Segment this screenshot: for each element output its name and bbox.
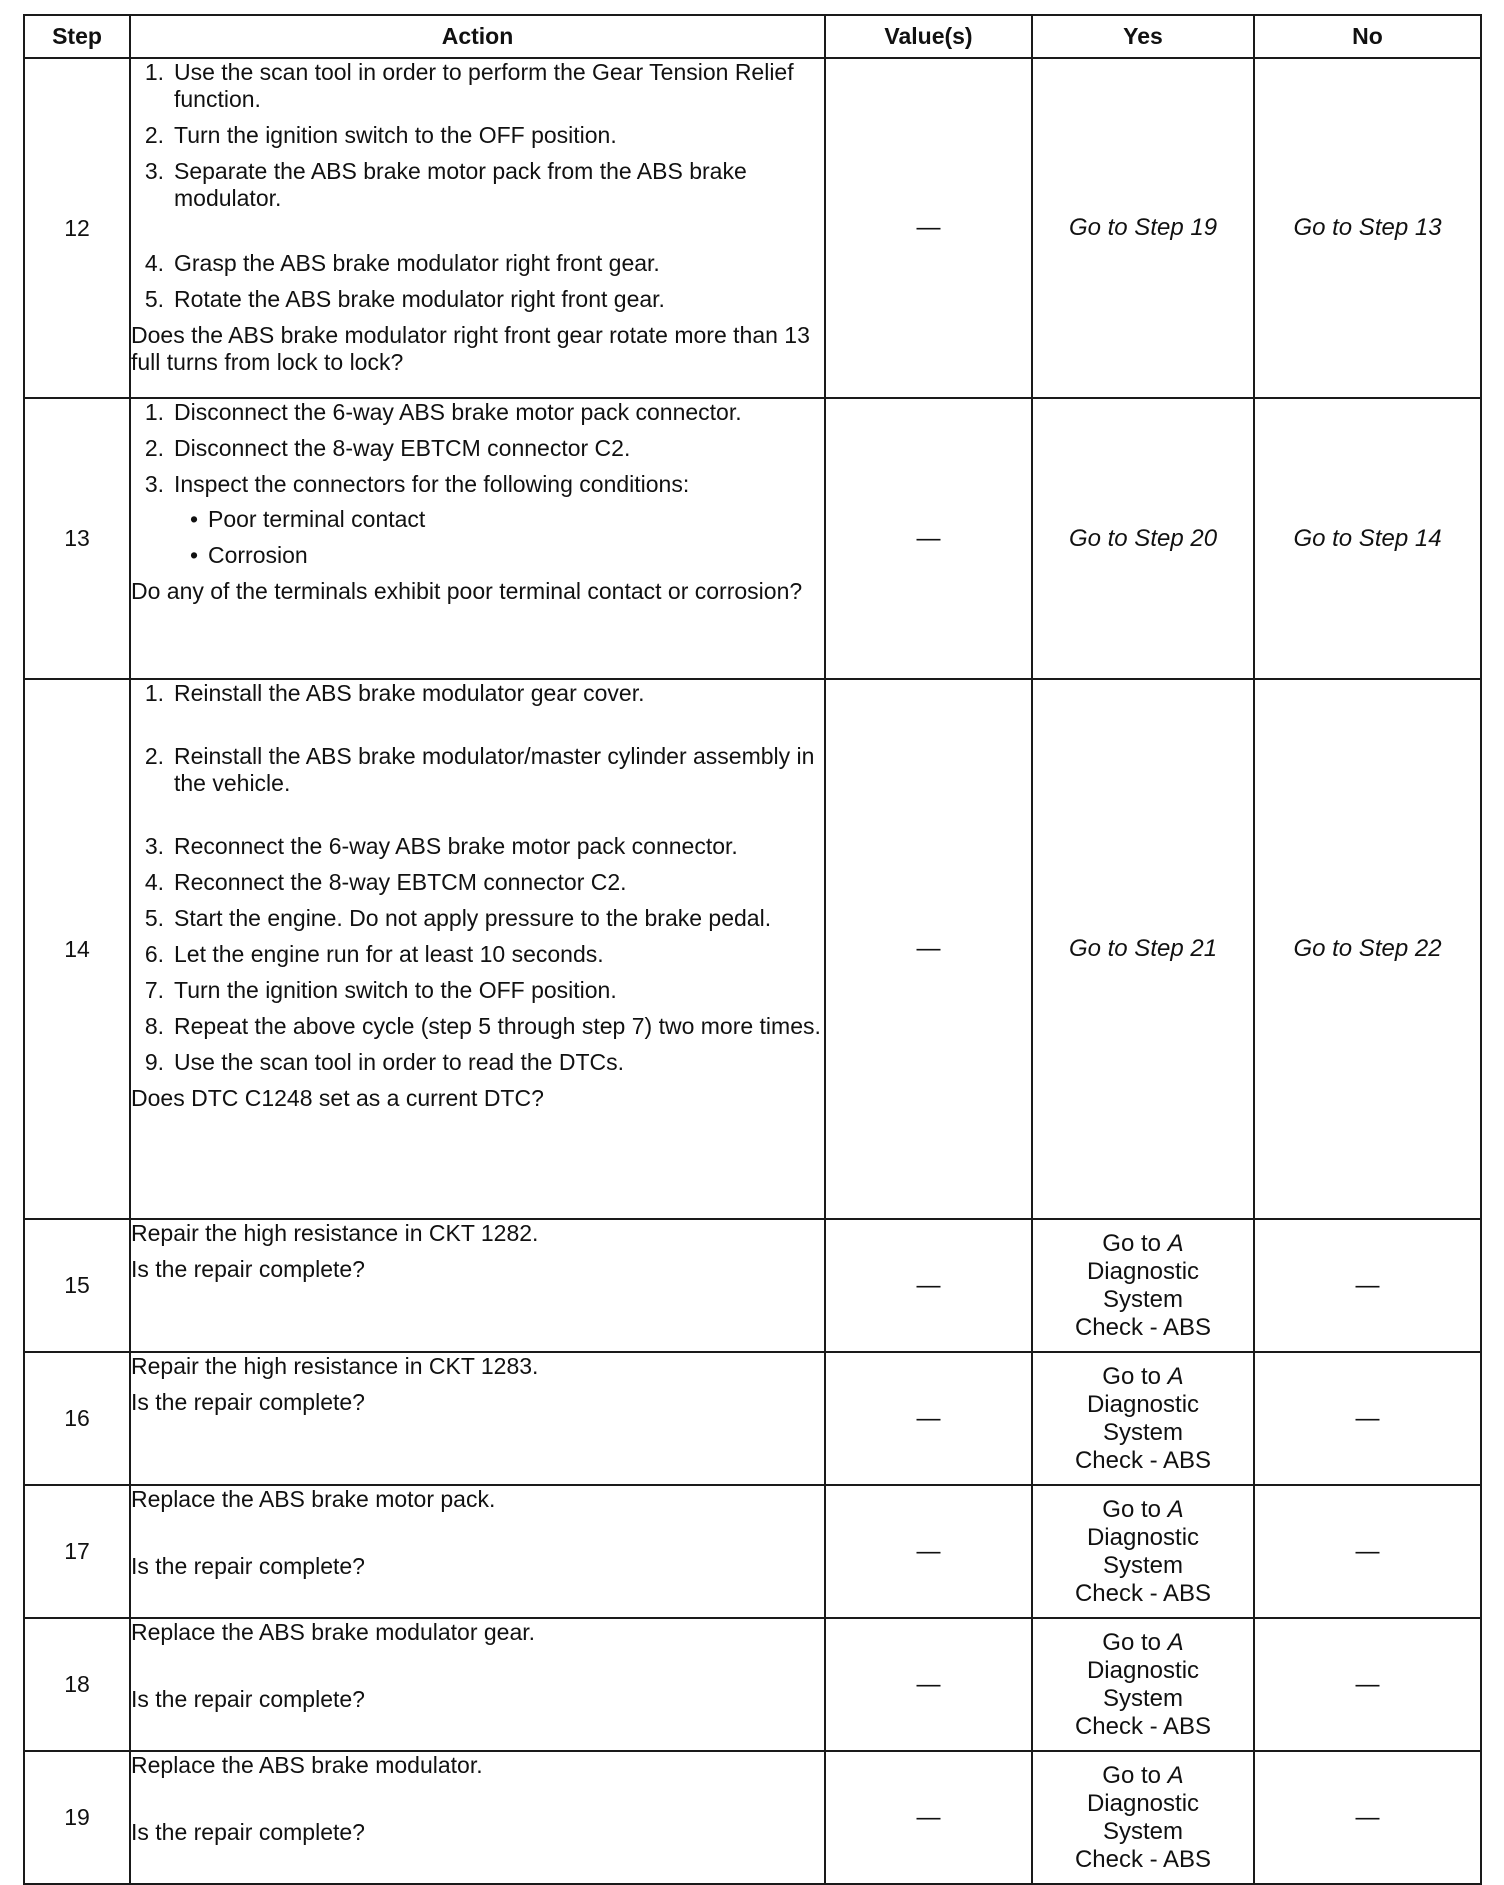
value-cell: —: [825, 58, 1032, 398]
yes-link[interactable]: Go to Step 19: [1068, 214, 1218, 241]
yes-link[interactable]: Go to A Diagnostic System Check - ABS: [1074, 1362, 1212, 1474]
list-item: 4. Reconnect the 8-way EBTCM connector C2.: [144, 869, 627, 895]
table-row: [24, 1352, 1481, 1485]
step-number: 15: [24, 1219, 130, 1352]
value-cell: —: [825, 1485, 1032, 1618]
yes-link[interactable]: Go to A Diagnostic System Check - ABS: [1074, 1628, 1212, 1740]
list-item: 9. Use the scan tool in order to read the DTCs.: [144, 1049, 624, 1075]
list-item: 2. Reinstall the ABS brake modulator/master cylinder assembly in the vehicle.: [144, 743, 815, 796]
action-question: Is the repair complete?: [131, 1256, 365, 1282]
no-cell: —: [1254, 1219, 1481, 1352]
yes-link[interactable]: Go to Step 21: [1068, 935, 1218, 962]
step-number: 17: [24, 1485, 130, 1618]
yes-cell: [1032, 1751, 1254, 1884]
list-item: 5. Rotate the ABS brake modulator right front gear.: [144, 286, 665, 312]
no-cell: [1254, 679, 1481, 1219]
list-item: 2. Disconnect the 8-way EBTCM connector C2.: [144, 435, 631, 461]
action-steps: [131, 680, 824, 1076]
table-row: [24, 398, 1481, 679]
value-cell: —: [825, 1352, 1032, 1485]
list-item: • Poor terminal contact: [189, 506, 426, 532]
yes-link[interactable]: Go to A Diagnostic System Check - ABS: [1074, 1495, 1212, 1607]
step-number: 18: [24, 1618, 130, 1751]
list-item: 6. Let the engine run for at least 10 seconds.: [144, 941, 604, 967]
condition-list: [131, 506, 824, 569]
action-steps: [131, 399, 824, 569]
action-cell: [130, 1352, 825, 1485]
action-text: Replace the ABS brake modulator gear.: [131, 1619, 536, 1645]
header-yes: Yes: [1032, 15, 1254, 58]
list-item: 5. Start the engine. Do not apply pressure to the brake pedal.: [144, 905, 772, 931]
action-cell: [130, 58, 825, 398]
table-row: [24, 1618, 1481, 1751]
step-number: 16: [24, 1352, 130, 1485]
list-item: 3. Reconnect the 6-way ABS brake motor pack connector.: [144, 833, 738, 859]
table-row: [24, 679, 1481, 1219]
list-item: 3. Inspect the connectors for the following conditions: • Poor terminal contact • Corrosion: [131, 471, 824, 569]
action-cell: [130, 1219, 825, 1352]
header-row: [24, 15, 1481, 58]
yes-cell: [1032, 398, 1254, 679]
action-text: Repair the high resistance in CKT 1282.: [131, 1220, 539, 1246]
no-cell: [1254, 58, 1481, 398]
action-cell: [130, 1618, 825, 1751]
table-row: [24, 1751, 1481, 1884]
no-cell: —: [1254, 1485, 1481, 1618]
no-link[interactable]: Go to Step 22: [1293, 935, 1442, 962]
yes-cell: [1032, 58, 1254, 398]
list-item: 7. Turn the ignition switch to the OFF position.: [144, 977, 617, 1003]
action-cell: [130, 679, 825, 1219]
yes-cell: [1032, 1485, 1254, 1618]
value-cell: —: [825, 1751, 1032, 1884]
yes-link[interactable]: Go to A Diagnostic System Check - ABS: [1074, 1761, 1212, 1873]
list-item: 4. Grasp the ABS brake modulator right front gear.: [144, 250, 660, 276]
action-question: Do any of the terminals exhibit poor terminal contact or corrosion?: [131, 578, 803, 604]
value-cell: —: [825, 398, 1032, 679]
yes-cell: [1032, 1352, 1254, 1485]
action-question: Is the repair complete?: [131, 1686, 365, 1712]
value-cell: —: [825, 1219, 1032, 1352]
no-cell: —: [1254, 1751, 1481, 1884]
no-cell: —: [1254, 1618, 1481, 1751]
step-number: 19: [24, 1751, 130, 1884]
header-action: Action: [130, 15, 825, 58]
list-item: • Corrosion: [189, 542, 308, 568]
action-cell: [130, 398, 825, 679]
yes-link[interactable]: Go to A Diagnostic System Check - ABS: [1074, 1229, 1212, 1341]
action-steps: [131, 59, 824, 313]
action-question: Is the repair complete?: [131, 1553, 365, 1579]
header-values: Value(s): [825, 15, 1032, 58]
action-question: Does DTC C1248 set as a current DTC?: [131, 1085, 544, 1111]
list-item: 1. Reinstall the ABS brake modulator gear cover.: [144, 680, 645, 706]
value-cell: —: [825, 679, 1032, 1219]
step-number: 12: [24, 58, 130, 398]
yes-cell: [1032, 1618, 1254, 1751]
yes-link[interactable]: Go to Step 20: [1068, 524, 1218, 552]
table-row: [24, 1219, 1481, 1352]
action-cell: [130, 1751, 825, 1884]
action-text: Replace the ABS brake modulator.: [131, 1752, 483, 1778]
header-step: Step: [24, 15, 130, 58]
action-text: Replace the ABS brake motor pack.: [131, 1486, 496, 1512]
action-cell: [130, 1485, 825, 1618]
list-item: 1. Disconnect the 6-way ABS brake motor pack connector.: [144, 399, 742, 425]
list-item: 1. Use the scan tool in order to perform the Gear Tension Relief function.: [144, 59, 794, 112]
action-question: Is the repair complete?: [131, 1819, 365, 1845]
no-cell: [1254, 398, 1481, 679]
table-row: [24, 1485, 1481, 1618]
step-number: 14: [24, 679, 130, 1219]
action-question: Does the ABS brake modulator right front gear rotate more than 13 full turns from lock to lock?: [131, 322, 810, 375]
step-number: 13: [24, 398, 130, 679]
diagnostic-table: [23, 14, 1482, 1885]
list-item: 2. Turn the ignition switch to the OFF position.: [144, 122, 617, 148]
table-row: [24, 58, 1481, 398]
yes-cell: [1032, 1219, 1254, 1352]
header-no: No: [1254, 15, 1481, 58]
yes-cell: [1032, 679, 1254, 1219]
no-link[interactable]: Go to Step 13: [1293, 214, 1442, 241]
list-item: 3. Separate the ABS brake motor pack from the ABS brake modulator.: [144, 158, 747, 211]
no-link[interactable]: Go to Step 14: [1293, 524, 1442, 552]
action-text: Repair the high resistance in CKT 1283.: [131, 1353, 539, 1379]
no-cell: —: [1254, 1352, 1481, 1485]
value-cell: —: [825, 1618, 1032, 1751]
action-question: Is the repair complete?: [131, 1389, 365, 1415]
list-item: 8. Repeat the above cycle (step 5 through step 7) two more times.: [144, 1013, 821, 1039]
